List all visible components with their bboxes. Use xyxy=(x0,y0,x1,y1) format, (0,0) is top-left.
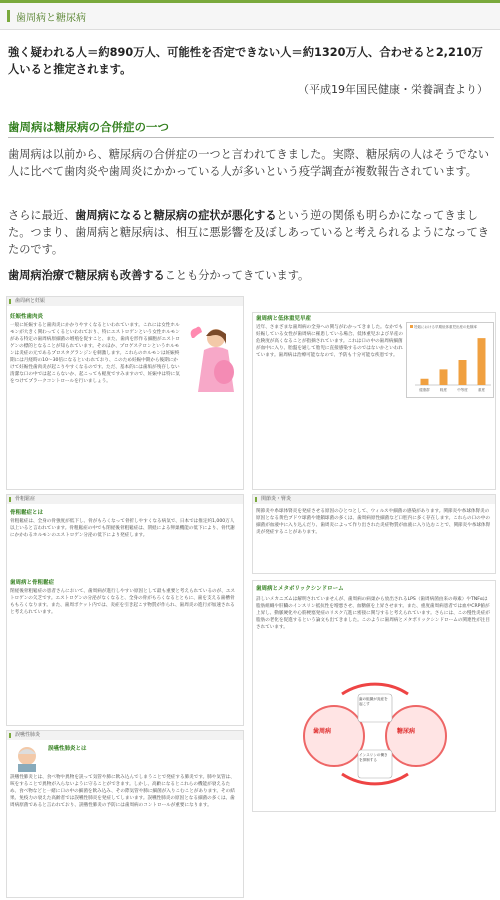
label-periodontal: 歯周病 xyxy=(313,728,332,735)
pregnant-woman-illustration xyxy=(184,320,242,396)
paragraph-3 xyxy=(8,267,496,284)
card-metabolic-text: 詳しいメカニズムは解明されていませんが、歯周病の病巣から放出されるLPS（歯周病菌由来の毒素）やTNFαは脂肪組織や肝臓のインスリン抵抗性を増悪させ、血糖値を上昇させます。また、重度歯周病患者では血中CRP値が上昇し、動脈硬化や心筋梗塞発症のリスク亢進に密接に関与すると考えられています。さらには、この慢性炎症が脂肪の老化を促進するという論文も出てきました。このように歯周病とメタボリックシンドロームの関連性が注目されています。 xyxy=(256,597,490,630)
chart-tick-label: 重度 xyxy=(478,388,485,392)
card-pneumonia-title: 誤嚥性肺炎とは xyxy=(48,746,87,752)
chart-bar xyxy=(478,338,486,385)
heart-icon xyxy=(191,327,202,338)
arrow1-label: 歯の組織が炎症を起こす xyxy=(359,697,388,706)
p3-emphasis: 歯周病治療で糖尿病も改善する xyxy=(8,269,165,282)
card-osteo-title: 骨粗鬆症とは xyxy=(10,510,44,516)
chart-tick-label: 軽度 xyxy=(440,388,447,392)
card-osteo-text: 骨粗鬆症は、全身の骨強度が低下し、骨がもろくなって骨折しやすくなる病気で、日本では推定約1,000万人以上いると言われています。骨粗鬆症の中でも閉経後骨粗鬆症は、閉経による卵巣機能の低下により、骨代謝にかかわるホルモンのエストロゲン分泌の低下により発症します。 xyxy=(10,519,235,538)
card-lbw-text: 近年、さまざまな歯周病の全身への関与がわかってきました。なかでも妊娠している女性が歯周病に罹患している場合、低体重児および早産の危険度が高くなることが指摘されています。これは口の中の歯周病細菌が血中に入り、胎盤を通して胎児に直接感染するのではないかといわれています。歯周病は治療可能ななので、予防も十分可能な疾患です。 xyxy=(256,325,404,358)
card-arthritis-header: 関節炎・腎炎 xyxy=(253,495,495,504)
risk-chart-svg xyxy=(407,331,493,397)
chart-tick-label: 中等度 xyxy=(457,388,468,392)
risk-chart xyxy=(406,322,494,398)
lead-statement: 強く疑われる人＝約890万人、可能性を否定できない人＝約1320万人、合わせると2,210万人いると推定されます。 xyxy=(8,46,483,76)
card-arthritis-text: 関節炎や糸球体腎炎を発症させる原因のひとつとして、ウィルスや細菌の感染があります。関節炎や糸球体腎炎の原因となる黄色ブドウ球菌や連鎖球菌の多くは、歯周病原性細菌など口腔内に多く存在します。これらの口の中の細菌が血液中に入り込んだり、歯周炎によって作り出された炎症物質が血液に入り込むことで、関節炎や糸球体腎炎が発症することがあります。 xyxy=(256,509,491,535)
arrow2-label: インスリンの働きを抑制する xyxy=(359,753,388,762)
card-osteo-text2: 閉経後骨粗鬆症の患者さんにおいて、歯周病が進行しやすい原因として最も重要と考えられているのが、エストロゲンの欠乏です。エストロゲンの分泌がなくなると、全身の骨がもろくなるとともに、歯を支える歯槽骨ももろくなります。また、歯周ポケット内では、炎症を引き起こす物質が作られ、歯周炎の進行が加速されると考えられています。 xyxy=(10,589,236,615)
card-osteo-title2: 歯周病と骨粗鬆症 xyxy=(10,580,55,586)
paragraph-2 xyxy=(8,207,496,258)
card-pregnancy-header: 歯周病と妊娠 xyxy=(7,297,243,306)
label-diabetes: 糖尿病 xyxy=(397,728,416,735)
chart-tick-label: 健康群 xyxy=(419,388,430,392)
paragraph-1: 歯周病は以前から、糖尿病の合併症の一つと言われてきました。実際、糖尿病の人はそうでない人に比べて歯肉炎や歯周炎にかかっている人が多いという疫学調査が複数報告されています。 xyxy=(8,148,490,178)
p2-emphasis: 歯周病になると糖尿病の症状が悪化する xyxy=(75,209,277,222)
section-divider xyxy=(8,137,494,138)
top-arrow xyxy=(342,684,408,694)
page-header xyxy=(0,0,500,30)
legend-swatch xyxy=(410,325,413,328)
chart-legend-label: 妊娠における早期低体重児出産の危険率 xyxy=(414,325,477,329)
chart-bar xyxy=(421,379,429,385)
chart-legend xyxy=(410,325,477,330)
lead-source: （平成19年国民健康・栄養調査より） xyxy=(298,83,488,96)
card-lbw-title: 歯周病と低体重児早産 xyxy=(256,316,312,322)
card-pneumonia-header: 誤嚥性肺炎 xyxy=(7,731,243,740)
p2-text-c: という逆の関係も明らかになってきました。つまり、歯周病と糖尿病は、相互に悪影響を及ぼしあっていると考えられるようになってきたのです。 xyxy=(8,209,489,256)
p3-text-b: ことも分かってきています。 xyxy=(164,269,310,282)
elderly-body xyxy=(18,764,36,772)
periodontal-circle xyxy=(304,706,364,766)
header-accent-bar xyxy=(7,10,10,22)
card-metabolic-title: 歯周病とメタボリックシンドローム xyxy=(256,586,344,592)
belly-shape xyxy=(214,360,234,384)
chart-bar xyxy=(440,369,448,385)
section-heading: 歯周病は糖尿病の合併症の一つ xyxy=(8,120,169,134)
card-pregnancy-text: 一般に妊娠すると歯肉炎にかかりやすくなるといわれています。これには女性ホルモンが大きく関わってくるといわれており、特にエストロゲンという女性ホルモンがある特定の歯周病原細菌の増殖を促すこと、また、歯肉を形作る細胞がエストロゲンの標的となることが知られています。そのほか、プロゲステロンというホルモンは炎症の元であるプロスタグランジンを刺激します。これらのホルモンは妊娠終期には月経時の10〜30倍になるといわれており、このため妊娠中期から後期にかけて妊娠性歯肉炎が起こりやすくなるのです。ただ、基本的には歯垢が残存しない清潔な口の中では起こらないか、起こっても軽度ですみますので、妊娠中は特に気をつけてプラークコントロールを行いましょう。 xyxy=(10,323,180,384)
chart-bar xyxy=(459,360,467,385)
page-title: 歯周病と糖尿病 xyxy=(16,13,86,24)
card-osteo-header: 骨粗鬆症 xyxy=(7,495,243,504)
diabetes-circle xyxy=(386,706,446,766)
elderly-illustration xyxy=(10,744,44,772)
card-pneumonia-text: 誤嚥性肺炎とは、食べ物や異物を誤って気管や肺に飲み込んでしまうことで発症する肺炎です。肺や気管は、咳をすることで異物が入らないように守ることができます。しかし、高齢になるとこれらの機能が衰えるため、食べ物などと一緒に口の中の細菌を飲み込み、その際気管や肺に細菌が入りこむことがあります。その結果、免疫力の衰えた高齢者では誤嚥性肺炎を発症してしまいます。誤嚥性肺炎の原因となる細菌の多くは、歯周病原菌であると言われており、誤嚥性肺炎の予防には歯周病のコントロールが重要になります。 xyxy=(10,775,235,808)
card-pregnancy-title: 妊娠性歯肉炎 xyxy=(10,314,44,320)
p2-text-a: さらに最近、 xyxy=(8,209,76,222)
